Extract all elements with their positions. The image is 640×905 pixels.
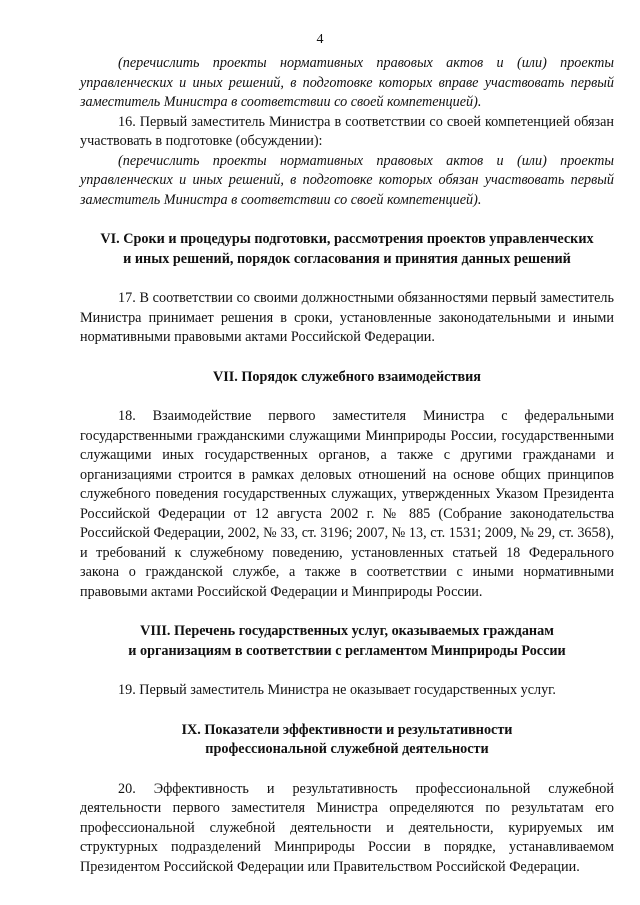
- paragraph-15-note: (перечислить проекты нормативных правовых актов и (или) проекты управленческих и иных решений, в подготовке которых вправе участвовать первый заместитель Министра в соответствии со своей компетенцией).: [80, 55, 614, 110]
- paragraph-20: 20. Эффективность и результативность профессиональной служебной деятельности первого заместителя Министра определяются по результатам его профессиональной служебной деятельности и деятельности, курируемых им структурных подразделений Минприроды России в порядке, устанавливаемом Президентом Российской Федерации или Правительством Российской Федерации.: [80, 780, 614, 875]
- section-8-heading: [80, 622, 614, 661]
- section-6-heading-line-2: и иных решений, порядок согласования и принятия данных решений: [123, 250, 571, 267]
- paragraph-17: 17. В соответствии со своими должностными обязанностями первый заместитель Министра принимает решения в сроки, установленные законодательными и иными нормативными правовыми актами Российской Федерации.: [80, 290, 614, 345]
- section-7-heading-line-1: VII. Порядок служебного взаимодействия: [213, 368, 481, 385]
- section-6-heading-line-1: VI. Сроки и процедуры подготовки, рассмотрения проектов управленческих: [100, 231, 594, 247]
- paragraph-16-note: (перечислить проекты нормативных правовых актов и (или) проекты управленческих и иных решений, в подготовке которых обязан участвовать первый заместитель Министра в соответствии со своей компетенцией).: [80, 152, 614, 208]
- section-7-heading: [80, 368, 614, 388]
- document-body: [80, 54, 614, 877]
- paragraph-19: 19. Первый заместитель Министра не оказывает государственных услуг.: [118, 682, 556, 698]
- section-6-heading: [80, 230, 614, 269]
- section-9-heading: [80, 721, 614, 760]
- section-8-heading-line-1: VIII. Перечень государственных услуг, оказываемых гражданам: [140, 623, 554, 639]
- section-8-heading-line-2: и организациям в соответствии с регламентом Минприроды России: [128, 642, 566, 659]
- paragraph-18: 18. Взаимодействие первого заместителя Министра с федеральными государственными гражданскими служащими Минприроды России, государственными служащими иных государственных органов, а также с другими гражданами и организациями строится в рамках деловых отношений на основе общих принципов служебного поведения государственных служащих, утвержденных Указом Президента Российской Федерации от 12 августа 2002 г. № 885 (Собрание законодательства Российской Федерации, 2002, № 33, ст. 3196; 2007, № 13, ст. 1531; 2009, № 29, ст. 3658), и требований к служебному поведению, установленных статьей 18 Федерального закона о гражданской службе, а также в соответствии с иными нормативными правовыми актами Российской Федерации и Минприроды России.: [80, 408, 614, 600]
- paragraph-16: 16. Первый заместитель Министра в соответствии со своей компетенцией обязан участвовать в подготовке (обсуждении):: [80, 113, 614, 149]
- section-9-heading-line-1: IX. Показатели эффективности и результативности: [181, 721, 513, 738]
- section-9-heading-line-2: профессиональной служебной деятельности: [205, 741, 489, 757]
- page-number: 4: [316, 32, 324, 47]
